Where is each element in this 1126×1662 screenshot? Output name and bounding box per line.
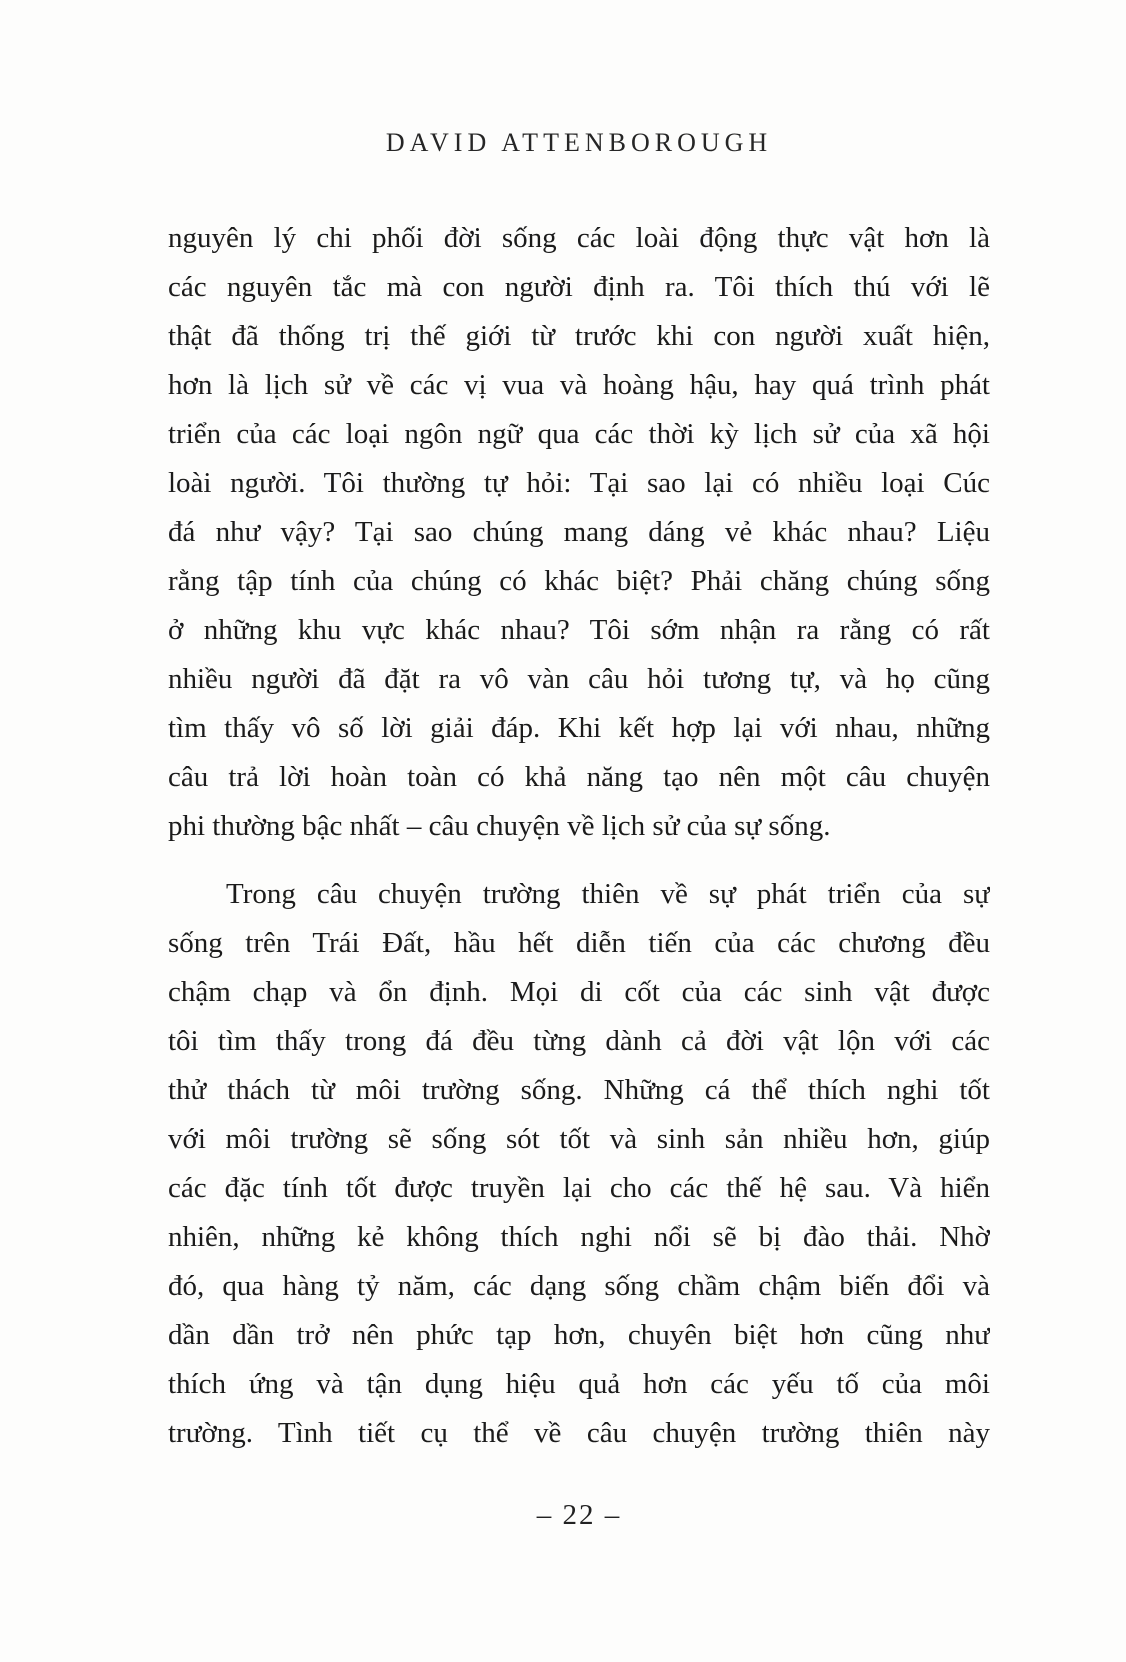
text-line: phi thường bậc nhất – câu chuyện về lịch sử của sự sống. [168, 810, 831, 842]
text-line: chậm chạp và ổn định. Mọi di cốt của các sinh vật được [168, 976, 990, 1008]
text-line: các đặc tính tốt được truyền lại cho các thế hệ sau. Và hiển [168, 1172, 990, 1204]
text-line: ở những khu vực khác nhau? Tôi sớm nhận ra rằng có rất [168, 614, 990, 646]
text-line: các nguyên tắc mà con người định ra. Tôi thích thú với lẽ [168, 271, 990, 303]
text-line: rằng tập tính của chúng có khác biệt? Phải chăng chúng sống [168, 565, 990, 597]
text-line: thích ứng và tận dụng hiệu quả hơn các yếu tố của môi [168, 1368, 990, 1400]
paragraph-2 [168, 870, 990, 1458]
text-line: thử thách từ môi trường sống. Những cá thể thích nghi tốt [168, 1074, 990, 1106]
text-line: câu trả lời hoàn toàn có khả năng tạo nên một câu chuyện [168, 761, 990, 793]
running-header: DAVID ATTENBOROUGH [385, 128, 773, 157]
paragraph-1 [168, 214, 990, 851]
text-line: Trong câu chuyện trường thiên về sự phát triển của sự [226, 878, 990, 910]
text-line: nhiều người đã đặt ra vô vàn câu hỏi tương tự, và họ cũng [168, 663, 990, 695]
text-line: tìm thấy vô số lời giải đáp. Khi kết hợp lại với nhau, những [168, 712, 990, 744]
page-body [168, 214, 990, 1458]
text-line: đá như vậy? Tại sao chúng mang dáng vẻ khác nhau? Liệu [168, 516, 990, 548]
text-line: trường. Tình tiết cụ thể về câu chuyện trường thiên này [168, 1417, 990, 1449]
text-line: nguyên lý chi phối đời sống các loài động thực vật hơn là [168, 222, 990, 254]
text-line: sống trên Trái Đất, hầu hết diễn tiến của các chương đều [168, 927, 990, 959]
text-line: với môi trường sẽ sống sót tốt và sinh sản nhiều hơn, giúp [168, 1123, 990, 1155]
text-line: dần dần trở nên phức tạp hơn, chuyên biệt hơn cũng như [168, 1319, 990, 1351]
text-line: hơn là lịch sử về các vị vua và hoàng hậu, hay quá trình phát [168, 369, 990, 401]
text-line: triển của các loại ngôn ngữ qua các thời kỳ lịch sử của xã hội [168, 418, 990, 450]
text-line: nhiên, những kẻ không thích nghi nổi sẽ bị đào thải. Nhờ [168, 1221, 990, 1253]
text-line: loài người. Tôi thường tự hỏi: Tại sao lại có nhiều loại Cúc [168, 467, 990, 499]
text-line: thật đã thống trị thế giới từ trước khi con người xuất hiện, [168, 320, 990, 352]
text-line: tôi tìm thấy trong đá đều từng dành cả đời vật lộn với các [168, 1025, 990, 1057]
page-number: – 22 – [536, 1499, 622, 1531]
text-line: đó, qua hàng tỷ năm, các dạng sống chầm chậm biến đổi và [168, 1270, 990, 1302]
